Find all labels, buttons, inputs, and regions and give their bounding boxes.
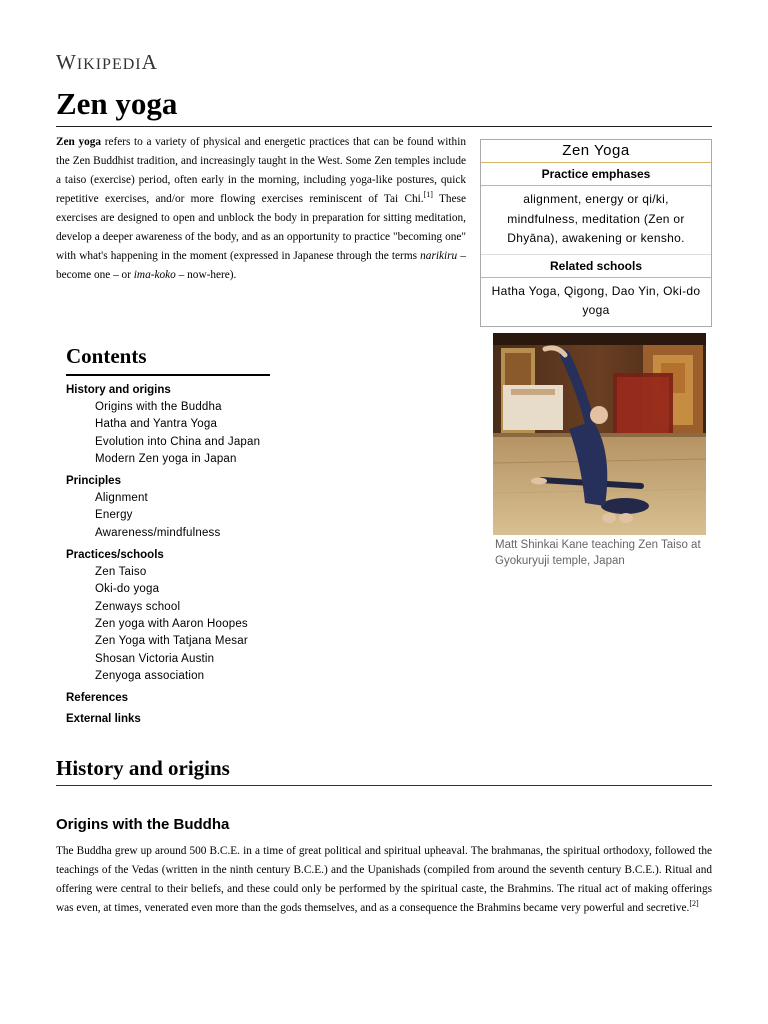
table-of-contents (66, 344, 306, 728)
toc-item-zen-taiso[interactable]: Zen Taiso (95, 566, 147, 579)
toc-item-hatha-and-yantra-yoga[interactable]: Hatha and Yantra Yoga (95, 418, 218, 431)
section-heading-history: History and origins (56, 756, 230, 780)
toc-item-principles[interactable]: Principles (66, 475, 121, 488)
section-divider (56, 785, 712, 786)
toc-item-modern-zen-yoga-in-japan[interactable]: Modern Zen yoga in Japan (95, 452, 237, 465)
toc-item-evolution-into-china-and-japan[interactable]: Evolution into China and Japan (95, 435, 261, 448)
wordmark-a: A (141, 50, 158, 74)
toc-item-shosan-victoria-austin[interactable]: Shosan Victoria Austin (95, 652, 215, 665)
toc-item-history-and-origins[interactable]: History and origins (66, 384, 171, 396)
history-paragraph (56, 842, 712, 918)
toc-item-zenyoga-association[interactable]: Zenyoga association (95, 669, 205, 682)
wikipedia-wordmark[interactable] (56, 50, 158, 75)
subsection-heading-origins: Origins with the Buddha (56, 816, 230, 833)
toc-item-external-links[interactable]: External links (66, 713, 141, 726)
infobox-schools-text: Hatha Yoga, Qigong, Dao Yin, Oki-do yoga (491, 283, 701, 317)
toc-item-alignment[interactable]: Alignment (95, 492, 148, 505)
toc-item-zen-yoga-aaron-hoopes[interactable]: Zen yoga with Aaron Hoopes (95, 617, 248, 630)
wordmark-w: W (56, 50, 77, 74)
term-ima-koko: ima-koko (133, 269, 176, 281)
lead-text-1: refers to a variety of physical and energetic practices that can be found within the Zen Buddhist tradition, and increasingly taught in the West. Some Zen temples include a taiso (exercise) period, often early in the morning, including yoga-like postures, quick repetitive exercises, and/or more flowing exercises reminiscent of Tai Chi. (56, 136, 466, 205)
term-narikiru: narikiru (420, 250, 458, 262)
toc-item-origins-with-the-buddha[interactable]: Origins with the Buddha (95, 401, 222, 413)
lead-text-3: – become one – or (56, 250, 466, 281)
infobox-practice-text: alignment, energy or qi/ki, mindfulness, meditation (Zen or Dhyāna), awakening or kensho. (481, 186, 711, 255)
lead-paragraph (56, 133, 466, 285)
toc-item-energy[interactable]: Energy (95, 509, 133, 522)
title-divider (56, 126, 712, 127)
toc-item-awareness-mindfulness[interactable]: Awareness/mindfulness (95, 526, 221, 539)
lead-term: Zen yoga (56, 136, 102, 148)
lead-text-4: – now-here). (175, 269, 237, 281)
infobox-practice-heading: Practice emphases (481, 163, 711, 186)
infobox-schools-heading: Related schools (481, 255, 711, 278)
lead-text-2: These exercises are designed to open and unblock the body in preparation for sitting meditation, develop a deeper awareness of the body, and as an opportunity to practice "becoming one" with what's happening in the moment (expressed in Japanese through the terms (56, 193, 466, 262)
toc-item-practices-schools[interactable]: Practices/schools (66, 549, 164, 562)
figure-caption: Matt Shinkai Kane teaching Zen Taiso at Gyokuryuji temple, Japan (495, 539, 701, 567)
infobox-title: Zen Yoga (481, 140, 711, 163)
reference-link-1[interactable]: [1] (423, 190, 433, 200)
toc-item-oki-do-yoga[interactable]: Oki-do yoga (95, 583, 160, 596)
reference-link-2[interactable]: [2] (689, 899, 699, 909)
wordmark-ikipedi: IKIPEDI (76, 56, 142, 73)
zen-taiso-photo[interactable] (493, 333, 706, 535)
toc-item-zen-yoga-tatjana-mesar[interactable]: Zen Yoga with Tatjana Mesar (95, 635, 248, 648)
zen-taiso-photo-graphic (493, 333, 706, 535)
toc-item-zenways-school[interactable]: Zenways school (95, 600, 181, 613)
page-title: Zen yoga (56, 86, 178, 121)
toc-item-references[interactable]: References (66, 692, 129, 705)
toc-list (66, 382, 306, 728)
infobox (480, 139, 712, 327)
history-paragraph-text: The Buddha grew up around 500 B.C.E. in a time of great political and spiritual upheaval. The brahmanas, the spiritual orthodoxy, followed the teachings of the Vedas (written in the ninth century B.C.E.) and the Upanishads (compiled from around the seventh century B.C.E.). Ritual and offering were central to their beliefs, and these could only be performed by the spiritual caste, the Brahmins. The ritual act of making offerings was even, at times, venerated even more than the gods themselves, and as a consequence the Brahmins became very powerful and secretive. (56, 845, 712, 914)
toc-title: Contents (66, 344, 270, 376)
